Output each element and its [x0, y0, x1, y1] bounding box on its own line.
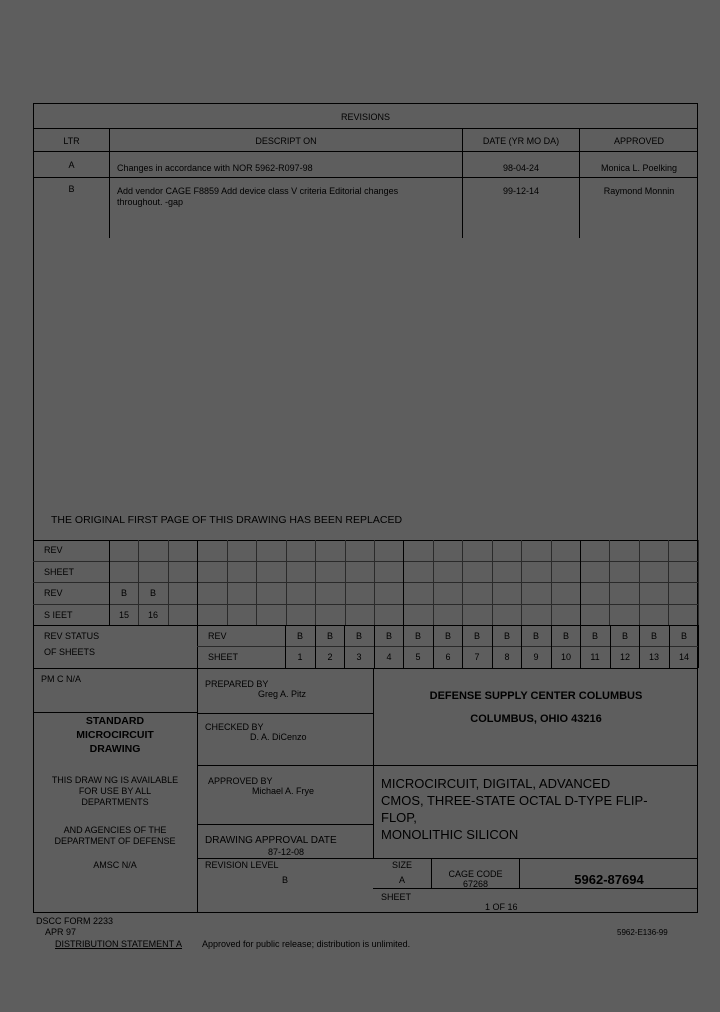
status-rev-7: B: [473, 631, 480, 641]
grid-rev-label-2: REV: [44, 588, 63, 598]
status-rev-label: REV: [208, 631, 227, 641]
status-rev-4: B: [385, 631, 392, 641]
status-rev-14: B: [680, 631, 687, 641]
rev-row-b-date: 99-12-14: [502, 186, 540, 196]
grid-column-divider: [138, 540, 139, 625]
revision-level-label: REVISION LEVEL: [205, 860, 279, 870]
size-label: SIZE: [392, 860, 413, 870]
status-rev-2: B: [326, 631, 333, 641]
status-sheet-5: 5: [415, 652, 421, 662]
title-line-1: MICROCIRCUIT, DIGITAL, ADVANCED: [381, 776, 611, 791]
approved-by-label: APPROVED BY: [208, 776, 273, 786]
standard-line-2: MICROCIRCUIT: [76, 729, 154, 741]
status-sheet-label: SHEET: [208, 652, 239, 662]
status-sheet-13: 13: [648, 652, 659, 662]
rev-status-label: REV STATUS: [44, 631, 100, 641]
dscc-city: COLUMBUS, OHIO 43216: [470, 713, 602, 725]
approval-date-value: 87-12-08: [268, 847, 305, 857]
drawing-number: 5962-87694: [574, 872, 644, 887]
status-sheet-12: 12: [619, 652, 630, 662]
standard-line-3: DRAWING: [89, 743, 141, 755]
rev-row-b-description-cont: throughout. -gap: [117, 197, 184, 207]
revision-level-value: B: [282, 875, 289, 885]
grid-column-divider: [580, 540, 581, 625]
rev-row-b-approved: Raymond Monnin: [603, 186, 675, 196]
checked-by-name: D. A. DiCenzo: [250, 732, 307, 742]
grid-column-divider: [286, 540, 287, 625]
grid-rev-16: B: [149, 588, 156, 598]
status-rev-12: B: [621, 631, 628, 641]
of-sheets-label: OF SHEETS: [44, 647, 96, 657]
grid-column-divider: [521, 540, 522, 625]
grid-column-divider: [433, 540, 434, 625]
approved-by-name: Michael A. Frye: [252, 786, 315, 796]
form-number: DSCC FORM 2233: [36, 916, 114, 926]
rev-row-b-description: Add vendor CAGE F8859 Add device class V criteria Editorial changes: [117, 186, 399, 196]
grid-sheet-16: 16: [147, 610, 158, 620]
document-code: 5962-E136-99: [617, 928, 668, 937]
grid-column-divider: [345, 540, 346, 625]
col-header-approved: APPROVED: [613, 136, 664, 146]
col-header-ltr: LTR: [63, 136, 80, 146]
status-rev-9: B: [532, 631, 539, 641]
revisions-title: REVISIONS: [340, 112, 390, 122]
status-rev-5: B: [414, 631, 421, 641]
sheet-value: 1 OF 16: [485, 902, 518, 912]
distribution-statement-text: Approved for public release; distribution is unlimited.: [202, 939, 411, 949]
grid-column-divider: [698, 540, 699, 625]
dscc-name: DEFENSE SUPPLY CENTER COLUMBUS: [429, 690, 643, 702]
available-line-3: DEPARTMENTS: [81, 797, 149, 807]
status-sheet-6: 6: [445, 652, 451, 662]
amsc-label: AMSC N/A: [93, 860, 137, 870]
title-line-3: FLOP,: [381, 810, 417, 825]
pmic-label: PM C N/A: [41, 674, 82, 684]
status-rev-6: B: [444, 631, 451, 641]
grid-column-divider: [609, 540, 610, 625]
status-rev-13: B: [650, 631, 657, 641]
status-sheet-1: 1: [297, 652, 303, 662]
status-rev-8: B: [503, 631, 510, 641]
sheet-label: SHEET: [381, 892, 412, 902]
grid-column-divider: [256, 540, 257, 625]
status-sheet-9: 9: [533, 652, 539, 662]
approval-date-label: DRAWING APPROVAL DATE: [205, 835, 337, 846]
status-rev-3: B: [355, 631, 362, 641]
status-sheet-10: 10: [560, 652, 571, 662]
checked-by-label: CHECKED BY: [205, 722, 264, 732]
status-sheet-8: 8: [504, 652, 510, 662]
cage-code-value: 67268: [462, 879, 489, 889]
grid-column-divider: [403, 540, 404, 625]
grid-sheet-label-1: SHEET: [44, 567, 75, 577]
prepared-by-label: PREPARED BY: [205, 679, 269, 689]
status-rev-10: B: [562, 631, 569, 641]
grid-column-divider: [315, 540, 316, 625]
rev-row-a-ltr: A: [68, 160, 75, 170]
standard-line-1: STANDARD: [85, 715, 145, 727]
status-rev-1: B: [296, 631, 303, 641]
rev-row-a-description: Changes in accordance with NOR 5962-R097-98: [117, 163, 313, 173]
status-sheet-14: 14: [678, 652, 689, 662]
grid-column-divider: [374, 540, 375, 625]
title-line-4: MONOLITHIC SILICON: [381, 827, 519, 842]
col-header-date: DATE (YR MO DA): [482, 136, 560, 146]
status-sheet-3: 3: [356, 652, 362, 662]
grid-column-divider: [492, 540, 493, 625]
rev-row-a-approved: Monica L. Poelking: [600, 163, 678, 173]
rev-row-a-date: 98-04-24: [502, 163, 540, 173]
status-sheet-4: 4: [386, 652, 392, 662]
grid-sheet-label-2: S IEET: [44, 610, 73, 620]
status-sheet-7: 7: [474, 652, 480, 662]
grid-rev-15: B: [120, 588, 127, 598]
cage-code-label: CAGE CODE: [448, 869, 503, 879]
available-line-1: THIS DRAW NG IS AVAILABLE: [51, 775, 179, 785]
replaced-notice: THE ORIGINAL FIRST PAGE OF THIS DRAWING HAS BEEN REPLACED: [51, 514, 403, 526]
grid-column-divider: [639, 540, 640, 625]
status-rev-11: B: [591, 631, 598, 641]
grid-column-divider: [197, 540, 198, 625]
grid-sheet-15: 15: [118, 610, 129, 620]
available-line-2: FOR USE BY ALL: [78, 786, 152, 796]
grid-column-divider: [668, 540, 669, 625]
grid-column-divider: [168, 540, 169, 625]
form-date: APR 97: [45, 927, 77, 937]
status-sheet-2: 2: [327, 652, 333, 662]
agencies-line-2: DEPARTMENT OF DEFENSE: [54, 836, 176, 846]
grid-column-divider: [227, 540, 228, 625]
grid-column-divider: [551, 540, 552, 625]
title-line-2: CMOS, THREE-STATE OCTAL D-TYPE FLIP-: [381, 793, 648, 808]
prepared-by-name: Greg A. Pitz: [258, 689, 307, 699]
col-header-description: DESCRIPT ON: [255, 136, 317, 146]
rev-row-b-ltr: B: [68, 184, 75, 194]
grid-column-divider: [462, 540, 463, 625]
size-value: A: [399, 875, 406, 885]
status-sheet-11: 11: [590, 652, 600, 662]
grid-rev-label-1: REV: [44, 545, 63, 555]
distribution-statement-label: DISTRIBUTION STATEMENT A: [55, 939, 183, 949]
agencies-line-1: AND AGENCIES OF THE: [63, 825, 167, 835]
